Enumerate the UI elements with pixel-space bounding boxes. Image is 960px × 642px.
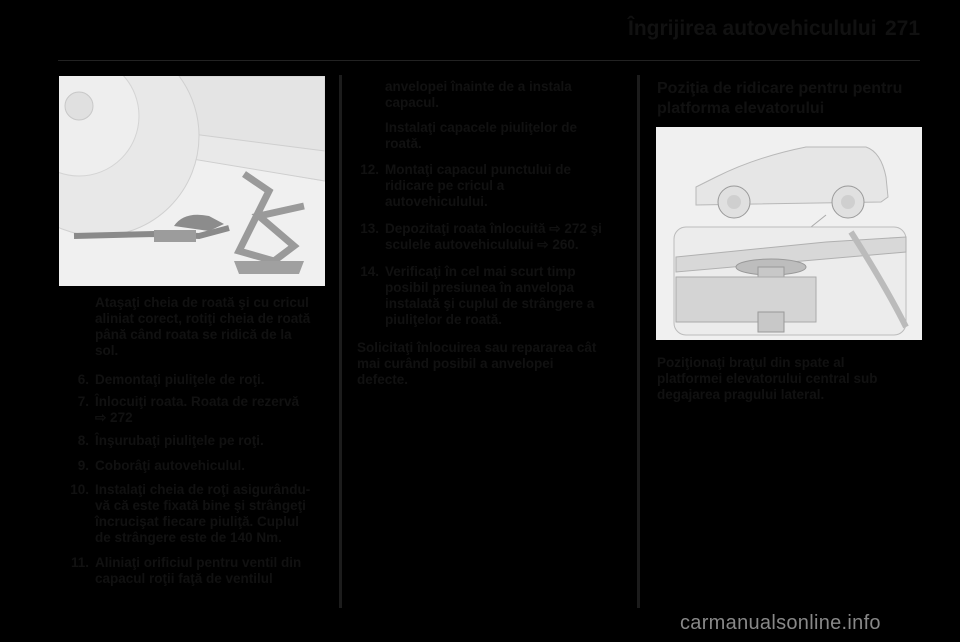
text-line: Verificaţi în cel mai scurt timp (385, 264, 576, 279)
text-line: Înlocuiţi roata. Roata de rezervă (95, 394, 300, 409)
text-line: Aliniaţi orificiul pentru ventil din (95, 555, 302, 570)
step-number: 7. (77, 394, 89, 409)
text-line: Montaţi capacul punctului de (385, 162, 572, 177)
lift-illustration (656, 127, 922, 340)
text-line: Demontaţi piuliţele de roţi. (95, 372, 265, 387)
text-line: Ataşaţi cheia de roată şi cu cricul (95, 295, 309, 310)
text-line: autovehiculului. (385, 194, 488, 209)
header-divider (58, 60, 920, 61)
column-divider-2 (637, 75, 640, 608)
jack-drawing (59, 76, 325, 286)
text-line: Coborâţi autovehiculul. (95, 458, 246, 473)
text-line: vă că este fixată bine şi strângeţi (95, 498, 306, 513)
step-number: 11. (70, 555, 89, 570)
text-line: instalată şi cuplul de strângere a (385, 296, 595, 311)
text-line: încrucişat fiecare piuliţă. Cuplul (95, 514, 300, 529)
page-number: 271 (885, 17, 921, 40)
step-number: 13. (360, 221, 379, 236)
jack-illustration (59, 76, 325, 286)
page-header-title: Îngrijirea autovehiculului (628, 17, 877, 40)
text-line: de strângere este de 140 Nm. (95, 530, 282, 545)
lift-instructions (657, 355, 878, 403)
step-number: 9. (77, 458, 89, 473)
step-number: 8. (77, 433, 89, 448)
text-line: platformei elevatorului central sub (657, 371, 878, 386)
text-line: ridicare pe cricul a (385, 178, 505, 193)
text-line: capacul. (385, 95, 440, 110)
text-line: Instalaţi capacele piuliţelor de (385, 120, 578, 135)
text-line: aliniat corect, rotiţi cheia de roată (95, 311, 311, 326)
column-divider-1 (339, 75, 342, 608)
text-line: degajarea pragului lateral. (657, 387, 825, 402)
step-number: 10. (70, 482, 89, 497)
heading-line: platforma elevatorului (657, 100, 825, 117)
text-line: Înşurubaţi piuliţele pe roţi. (95, 433, 264, 448)
section-heading (657, 79, 927, 119)
text-line: Instalaţi cheia de roţi asigurându- (95, 482, 311, 497)
text-line: capacul roţii faţă de ventilul (95, 571, 273, 586)
text-line: până când roata se ridică de la (95, 327, 292, 342)
step-11-continuation (385, 79, 572, 111)
lift-drawing (656, 127, 922, 340)
text-line: defecte. (357, 372, 409, 387)
page-reference-link[interactable]: ⇨ 272 (95, 410, 133, 425)
text-line: Poziţionaţi braţul din spate al (657, 355, 845, 370)
step-number: 12. (360, 162, 379, 177)
text-line: sol. (95, 343, 119, 358)
text-line: anvelopei înainte de a instala (385, 79, 572, 94)
heading-line: Poziţia de ridicare pentru pentru (657, 80, 903, 97)
text-line: piuliţelor de roată. (385, 312, 503, 327)
closing-paragraph (357, 340, 596, 388)
watermark: carmanualsonline.info (680, 612, 881, 634)
step-5-continuation (95, 295, 310, 359)
text-line-with-reference[interactable]: Depozitaţi roata înlocuită ⇨ 272 şi (385, 221, 602, 236)
step-number: 14. (360, 264, 379, 279)
step-11-note (385, 120, 577, 152)
text-line: posibil presiunea în anvelopa (385, 280, 575, 295)
text-line-with-reference[interactable]: sculele autovehiculului ⇨ 260. (385, 237, 579, 252)
text-line: mai curând posibil a anvelopei (357, 356, 554, 371)
text-line: Solicitaţi înlocuirea sau repararea cât (357, 340, 597, 355)
text-line: roată. (385, 136, 422, 151)
step-number: 6. (77, 372, 89, 387)
